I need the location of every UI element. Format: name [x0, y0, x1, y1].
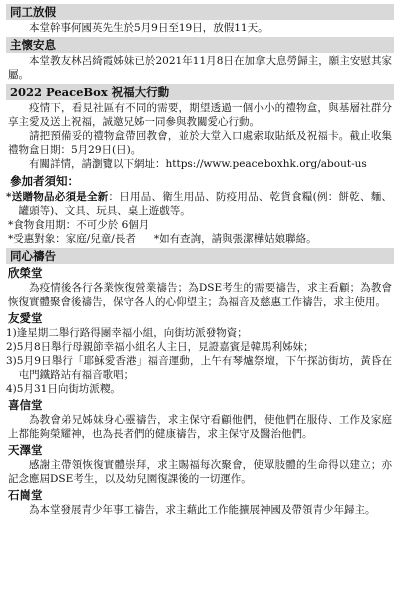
- prayer-church-name: 喜信堂: [8, 398, 43, 412]
- rest-heading: 主懷安息: [6, 37, 394, 53]
- rest-text: 本堂教友林呂綺霞姊妹已於2021年11月8日在加拿大息勞歸主，願主安慰其家屬。: [8, 55, 392, 81]
- notes-item-2: *食物食用期：不可少於 6個月: [8, 219, 150, 231]
- notes-heading: 參加者須知：: [10, 174, 79, 188]
- prayer-heading: 同心禱告: [6, 248, 394, 264]
- prayer-church-name: 友愛堂: [8, 311, 43, 325]
- prayer-church-name: 欣榮堂: [8, 266, 43, 280]
- notes-item-1-rest: ：日用品、衛生用品、防疫用品、乾貨食糧(例：餅乾、麵、罐頭等)、文具、玩具、桌上遊戲等。: [18, 191, 392, 217]
- prayer-list-item: 2)5月8日舉行母親節幸福小組名人主日，見證嘉賓是韓馬利姊妹；: [6, 341, 314, 353]
- leave-text: 本堂幹事何國英先生於5月9日至19日，放假11天。: [29, 22, 269, 34]
- prayer-church-text: 為教會弟兄姊妹身心靈禱告，求主保守看顧他們，使他們在服侍、工作及家庭上都能夠榮耀神，也為長者們的健康禱告，求主保守及醫治他們。: [8, 414, 392, 440]
- notes-item-1-bold: *送贈物品必須是全新: [6, 191, 109, 203]
- prayer-list-item: 3)5月9日舉行「耶穌愛香港」福音運動，上午有琴爐祭壇，下午探訪街坊，黃昏在屯門鐵路站有福音歌唱；: [6, 355, 392, 381]
- prayer-church-text: 感謝主帶領恢復實體崇拜，求主賜福每次聚會，使眾肢體的生命得以建立；亦記念應屆DSE考生，以及幼兒園復課後的一切運作。: [8, 459, 392, 485]
- prayer-church-text: 為疫情後各行各業恢復營業禱告；為DSE考生的需要禱告，求主看顧；為教會恢復實體聚會後禱告，保守各人的心仰望主；為福音及慈惠工作禱告，求主使用。: [8, 282, 392, 308]
- prayer-list-item: 1)逢星期二舉行路得團幸福小組，向街坊派發物資；: [6, 327, 248, 339]
- peacebox-paragraph-2: 請把預備妥的禮物盒帶回教會，並於大堂入口處索取貼紙及祝福卡。截止收集禮物盒日期：5月29日(日)。: [8, 130, 392, 156]
- leave-heading: 同工放假: [6, 4, 394, 20]
- prayer-church-name: 天澤堂: [8, 443, 43, 457]
- prayer-church-text: 為本堂發展青少年事工禱告，求主藉此工作能擴展神國及帶領青少年歸主。: [29, 504, 376, 516]
- peacebox-heading: 2022 PeaceBox 祝福大行動: [6, 84, 394, 100]
- peacebox-paragraph-3: 有關詳情，請瀏覽以下網址：https://www.peaceboxhk.org/about-us: [29, 158, 367, 170]
- notes-item-row: [6, 232, 394, 246]
- prayer-list-item: 4)5月31日向街坊派糭。: [6, 383, 121, 395]
- prayer-church-name: 石崗堂: [8, 488, 43, 502]
- notes-item-3: *受惠對象：家庭/兒童/長者: [8, 233, 136, 245]
- notes-item-1: [6, 190, 394, 218]
- peacebox-paragraph-1: 疫情下，看見社區有不同的需要，期望透過一個小小的禮物盒，與基層社群分享主愛及送上祝福，誠邀兄姊一同參與教關愛心行動。: [8, 102, 392, 128]
- notes-item-4: *如有查詢，請與張潔樺姑娘聯絡。: [153, 233, 317, 245]
